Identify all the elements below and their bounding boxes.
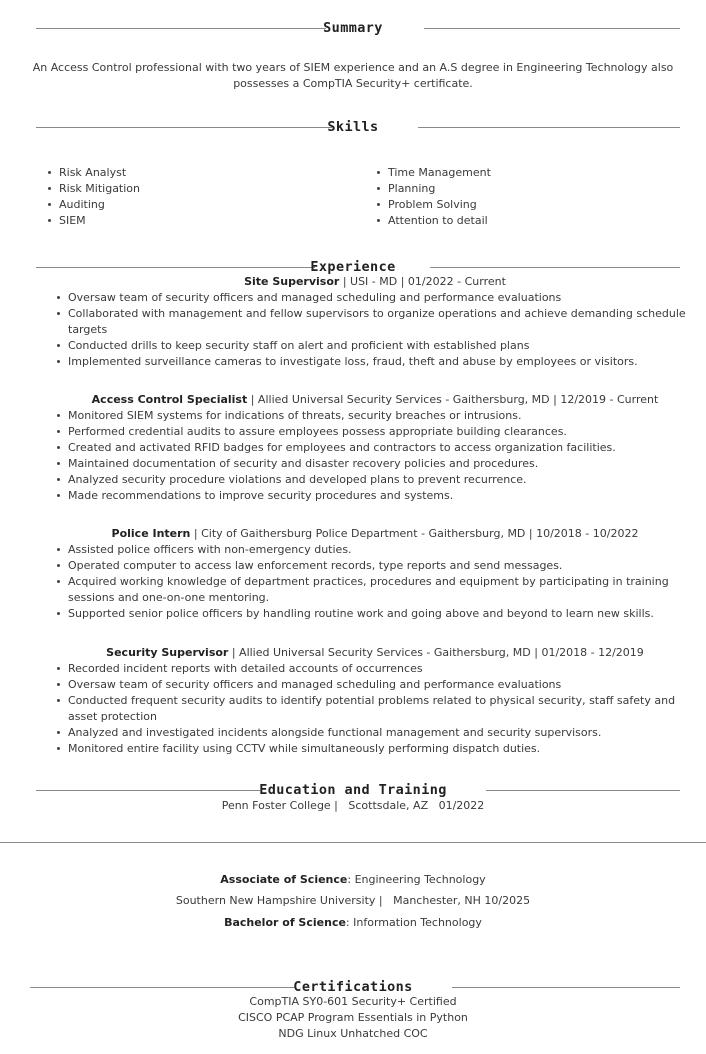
job-bullets [55, 290, 695, 370]
job-title: Site Supervisor [244, 275, 340, 288]
job-title-line [55, 274, 695, 290]
summary-heading [0, 18, 706, 38]
skill-item: SIEM [48, 213, 140, 229]
education-heading [0, 780, 706, 800]
job-title-line [55, 645, 695, 661]
skill-item: Attention to detail [377, 213, 491, 229]
list-item: Performed credential audits to assure employees possess appropriate building clearances. [55, 424, 695, 440]
skills-heading-text: Skills [327, 119, 379, 135]
job-details: | USI - MD | 01/2022 - Current [339, 275, 506, 288]
list-item: Operated computer to access law enforcement records, type reports and send messages. [55, 558, 695, 574]
list-item: Assisted police officers with non-emergency duties. [55, 542, 695, 558]
list-item: Conducted drills to keep security staff on alert and proficient with established plans [55, 338, 695, 354]
education-heading-text: Education and Training [259, 782, 447, 798]
job-details: | City of Gaithersburg Police Department - Gaithersburg, MD | 10/2018 - 10/2022 [190, 527, 639, 540]
certification-item: NDG Linux Unhatched COC [278, 1027, 428, 1040]
list-item: Analyzed security procedure violations and developed plans to prevent recurrence. [55, 472, 695, 488]
job-entry [55, 392, 695, 504]
summary-heading-text: Summary [323, 20, 383, 36]
degree-line [0, 915, 706, 931]
skills-right-list [377, 165, 491, 229]
skill-item: Risk Mitigation [48, 181, 140, 197]
list-item: Monitored SIEM systems for indications of threats, security breaches or intrusions. [55, 408, 695, 424]
list-item: Maintained documentation of security and disaster recovery policies and procedures. [55, 456, 695, 472]
job-title-line [55, 526, 695, 542]
degree-field: : Information Technology [345, 916, 482, 929]
job-details: | Allied Universal Security Services - Gaithersburg, MD | 12/2019 - Current [247, 393, 659, 406]
job-entry [55, 645, 695, 757]
skills-left-list [48, 165, 140, 229]
skills-heading [0, 117, 706, 137]
skill-item: Risk Analyst [48, 165, 140, 181]
experience-heading-text: Experience [310, 259, 396, 275]
summary-text: An Access Control professional with two years of SIEM experience and an A.S degree in Engineering Technology also possesses a CompTIA Security+ certificate. [32, 61, 674, 90]
degree-field: : Engineering Technology [347, 873, 486, 886]
skill-item: Planning [377, 181, 491, 197]
list-item: Monitored entire facility using CCTV while simultaneously performing dispatch duties. [55, 741, 695, 757]
skill-item: Problem Solving [377, 197, 491, 213]
job-entry [55, 274, 695, 370]
job-entry [55, 526, 695, 622]
job-details: | Allied Universal Security Services - Gaithersburg, MD | 01/2018 - 12/2019 [228, 646, 644, 659]
job-bullets [55, 661, 695, 757]
school-line: Southern New Hampshire University | Manchester, NH 10/2025 [175, 894, 531, 907]
skill-item: Time Management [377, 165, 491, 181]
list-item: Acquired working knowledge of department practices, procedures and equipment by participating in training sessions and one-on-one mentoring. [55, 574, 695, 606]
list-item: Oversaw team of security officers and managed scheduling and performance evaluations [55, 290, 695, 306]
degree-line [0, 872, 706, 888]
list-item: Implemented surveillance cameras to investigate loss, fraud, theft and abuse by employees or visitors. [55, 354, 695, 370]
certifications-heading-text: Certifications [293, 979, 413, 995]
list-item: Created and activated RFID badges for employees and contractors to access organization facilities. [55, 440, 695, 456]
job-title: Security Supervisor [106, 646, 229, 659]
certification-item: CompTIA SY0-601 Security+ Certified [249, 995, 457, 1008]
list-item: Analyzed and investigated incidents alongside functional management and security supervisors. [55, 725, 695, 741]
job-title: Access Control Specialist [91, 393, 248, 406]
list-item: Conducted frequent security audits to identify potential problems related to physical security, staff safety and asset protection [55, 693, 695, 725]
skill-item: Auditing [48, 197, 140, 213]
job-title: Police Intern [111, 527, 191, 540]
list-item: Made recommendations to improve security procedures and systems. [55, 488, 695, 504]
list-item: Collaborated with management and fellow supervisors to organize operations and achieve demanding schedule targets [55, 306, 695, 338]
job-bullets [55, 408, 695, 504]
degree-title: Associate of Science [220, 873, 348, 886]
list-item: Oversaw team of security officers and managed scheduling and performance evaluations [55, 677, 695, 693]
job-title-line [55, 392, 695, 408]
degree-title: Bachelor of Science [224, 916, 346, 929]
job-bullets [55, 542, 695, 622]
list-item: Recorded incident reports with detailed accounts of occurrences [55, 661, 695, 677]
certification-item: CISCO PCAP Program Essentials in Python [238, 1011, 468, 1024]
divider [0, 842, 706, 843]
school-line: Penn Foster College | Scottsdale, AZ 01/2022 [221, 799, 485, 812]
list-item: Supported senior police officers by handling routine work and going above and beyond to learn new skills. [55, 606, 695, 622]
